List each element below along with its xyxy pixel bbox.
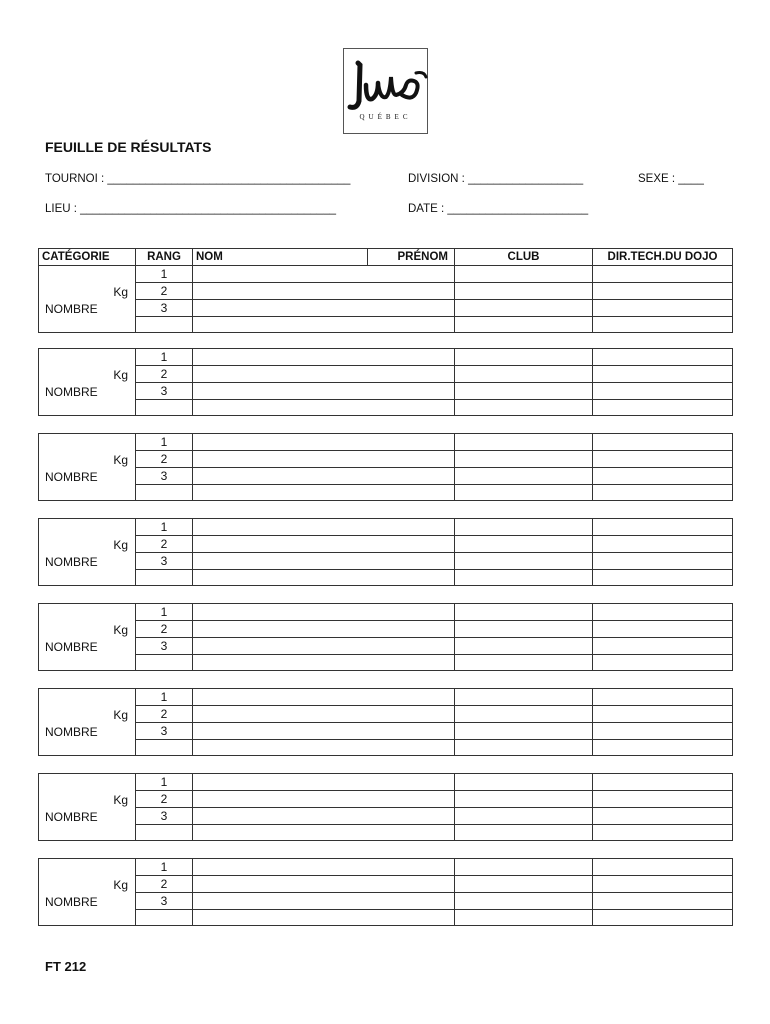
nom-cell[interactable] (193, 808, 455, 825)
table-row (39, 910, 733, 926)
kg-label: Kg (113, 793, 128, 807)
nombre-label: NOMBRE (45, 302, 98, 316)
rank-cell (136, 740, 193, 756)
club-cell[interactable] (593, 621, 733, 638)
nombre-label: NOMBRE (45, 895, 98, 909)
table-row (39, 723, 733, 740)
results-table-group (38, 603, 733, 671)
club-cell[interactable] (593, 283, 733, 300)
rank-cell: 3 (136, 893, 193, 910)
rank-cell: 1 (136, 859, 193, 876)
category-cell[interactable] (39, 349, 136, 416)
rank-cell: 3 (136, 553, 193, 570)
nom-cell[interactable] (193, 774, 455, 791)
nombre-label: NOMBRE (45, 725, 98, 739)
prenom-cell[interactable] (455, 300, 593, 317)
results-table-group (38, 773, 733, 841)
nom-cell[interactable] (193, 791, 455, 808)
club-cell[interactable] (593, 349, 733, 366)
prenom-cell[interactable] (455, 791, 593, 808)
club-cell[interactable] (593, 400, 733, 416)
prenom-cell[interactable] (455, 825, 593, 841)
rank-cell: 2 (136, 876, 193, 893)
table-row (39, 519, 733, 536)
club-cell[interactable] (593, 791, 733, 808)
header-club: CLUB (455, 249, 593, 266)
table-row (39, 808, 733, 825)
rank-cell: 1 (136, 604, 193, 621)
club-cell[interactable] (593, 570, 733, 586)
club-cell[interactable] (593, 485, 733, 501)
table-row (39, 604, 733, 621)
prenom-cell[interactable] (455, 689, 593, 706)
results-table-group (38, 348, 733, 416)
rank-cell: 1 (136, 434, 193, 451)
nom-cell[interactable] (193, 519, 455, 536)
rank-cell: 1 (136, 774, 193, 791)
prenom-cell[interactable] (455, 570, 593, 586)
header-rang: RANG (136, 249, 193, 266)
prenom-cell[interactable] (455, 621, 593, 638)
table-row (39, 791, 733, 808)
table-row (39, 689, 733, 706)
table-row (39, 400, 733, 416)
club-cell[interactable] (593, 451, 733, 468)
rank-cell: 1 (136, 349, 193, 366)
table-row (39, 706, 733, 723)
page-title: FEUILLE DE RÉSULTATS (45, 139, 212, 155)
nom-cell[interactable] (193, 570, 455, 586)
rank-cell (136, 485, 193, 501)
nom-cell[interactable] (193, 638, 455, 655)
club-cell[interactable] (593, 266, 733, 283)
club-cell[interactable] (593, 825, 733, 841)
rank-cell: 3 (136, 383, 193, 400)
tournoi-field[interactable]: TOURNOI : ______________________________________ (45, 173, 351, 185)
prenom-cell[interactable] (455, 808, 593, 825)
prenom-cell[interactable] (455, 383, 593, 400)
prenom-cell[interactable] (455, 638, 593, 655)
nom-cell[interactable] (193, 536, 455, 553)
nom-cell[interactable] (193, 893, 455, 910)
kg-label: Kg (113, 623, 128, 637)
nom-cell[interactable] (193, 655, 455, 671)
rank-cell: 2 (136, 621, 193, 638)
table-row (39, 317, 733, 333)
club-cell[interactable] (593, 553, 733, 570)
logo-subtitle: QUÉBEC (359, 113, 412, 121)
nom-cell[interactable] (193, 723, 455, 740)
rank-cell: 2 (136, 283, 193, 300)
nom-cell[interactable] (193, 400, 455, 416)
nom-cell[interactable] (193, 553, 455, 570)
table-row (39, 655, 733, 671)
nombre-label: NOMBRE (45, 640, 98, 654)
table-row (39, 349, 733, 366)
rank-cell: 2 (136, 536, 193, 553)
nom-cell[interactable] (193, 859, 455, 876)
club-cell[interactable] (593, 300, 733, 317)
rank-cell: 1 (136, 689, 193, 706)
table-row (39, 621, 733, 638)
prenom-cell[interactable] (455, 740, 593, 756)
results-table-group (38, 858, 733, 926)
club-cell[interactable] (593, 723, 733, 740)
kg-label: Kg (113, 285, 128, 299)
club-cell[interactable] (593, 689, 733, 706)
kg-label: Kg (113, 878, 128, 892)
club-cell[interactable] (593, 317, 733, 333)
header-dir-tech: DIR.TECH.DU DOJO (593, 249, 733, 266)
prenom-cell[interactable] (455, 451, 593, 468)
category-cell[interactable] (39, 266, 136, 333)
nombre-label: NOMBRE (45, 385, 98, 399)
club-cell[interactable] (593, 638, 733, 655)
nombre-label: NOMBRE (45, 470, 98, 484)
rank-cell: 1 (136, 519, 193, 536)
nom-cell[interactable] (193, 485, 455, 501)
kg-label: Kg (113, 708, 128, 722)
date-field[interactable]: DATE : ______________________ (408, 203, 589, 215)
club-cell[interactable] (593, 706, 733, 723)
rank-cell (136, 400, 193, 416)
table-row (39, 740, 733, 756)
table-row (39, 774, 733, 791)
division-field[interactable]: DIVISION : __________________ (408, 173, 584, 185)
prenom-cell[interactable] (455, 893, 593, 910)
table-row (39, 859, 733, 876)
nom-cell[interactable] (193, 468, 455, 485)
results-table-group (38, 248, 733, 333)
category-cell[interactable] (39, 434, 136, 501)
table-row (39, 638, 733, 655)
rank-cell (136, 655, 193, 671)
nom-cell[interactable] (193, 349, 455, 366)
prenom-cell[interactable] (455, 706, 593, 723)
nom-cell[interactable] (193, 825, 455, 841)
club-cell[interactable] (593, 366, 733, 383)
club-cell[interactable] (593, 604, 733, 621)
prenom-cell[interactable] (455, 553, 593, 570)
nom-cell[interactable] (193, 266, 455, 283)
table-row (39, 366, 733, 383)
kg-label: Kg (113, 453, 128, 467)
prenom-cell[interactable] (455, 468, 593, 485)
prenom-cell[interactable] (455, 536, 593, 553)
prenom-cell[interactable] (455, 366, 593, 383)
category-cell[interactable] (39, 774, 136, 841)
club-cell[interactable] (593, 859, 733, 876)
prenom-cell[interactable] (455, 774, 593, 791)
club-cell[interactable] (593, 808, 733, 825)
table-row (39, 893, 733, 910)
prenom-cell[interactable] (455, 604, 593, 621)
prenom-cell[interactable] (455, 723, 593, 740)
prenom-cell[interactable] (455, 859, 593, 876)
table-row (39, 485, 733, 501)
table-row (39, 825, 733, 841)
table-row (39, 300, 733, 317)
table-header-row (39, 249, 733, 266)
rank-cell (136, 570, 193, 586)
nombre-label: NOMBRE (45, 555, 98, 569)
prenom-cell[interactable] (455, 266, 593, 283)
rank-cell: 2 (136, 451, 193, 468)
table-row (39, 536, 733, 553)
nom-cell[interactable] (193, 621, 455, 638)
club-cell[interactable] (593, 893, 733, 910)
nombre-label: NOMBRE (45, 810, 98, 824)
prenom-cell[interactable] (455, 434, 593, 451)
club-cell[interactable] (593, 519, 733, 536)
header-prenom: PRÉNOM (368, 249, 455, 266)
nom-cell[interactable] (193, 451, 455, 468)
nom-cell[interactable] (193, 706, 455, 723)
prenom-cell[interactable] (455, 349, 593, 366)
table-row (39, 876, 733, 893)
category-cell[interactable] (39, 859, 136, 926)
prenom-cell[interactable] (455, 283, 593, 300)
category-cell[interactable] (39, 689, 136, 756)
rank-cell: 3 (136, 808, 193, 825)
club-cell[interactable] (593, 876, 733, 893)
rank-cell: 3 (136, 638, 193, 655)
club-cell[interactable] (593, 655, 733, 671)
results-table-group (38, 518, 733, 586)
table-row (39, 383, 733, 400)
prenom-cell[interactable] (455, 655, 593, 671)
nom-cell[interactable] (193, 283, 455, 300)
nom-cell[interactable] (193, 740, 455, 756)
judo-quebec-logo (343, 48, 428, 134)
table-row (39, 266, 733, 283)
judo-brush-icon (344, 49, 429, 119)
table-row (39, 451, 733, 468)
table-row (39, 283, 733, 300)
nom-cell[interactable] (193, 604, 455, 621)
category-cell[interactable] (39, 604, 136, 671)
prenom-cell[interactable] (455, 400, 593, 416)
club-cell[interactable] (593, 383, 733, 400)
category-cell[interactable] (39, 519, 136, 586)
club-cell[interactable] (593, 740, 733, 756)
rank-cell: 2 (136, 706, 193, 723)
table-row (39, 553, 733, 570)
nom-cell[interactable] (193, 317, 455, 333)
rank-cell: 3 (136, 300, 193, 317)
table-row (39, 468, 733, 485)
nom-cell[interactable] (193, 689, 455, 706)
nom-cell[interactable] (193, 383, 455, 400)
club-cell[interactable] (593, 910, 733, 926)
rank-cell: 3 (136, 468, 193, 485)
club-cell[interactable] (593, 468, 733, 485)
rank-cell (136, 910, 193, 926)
rank-cell: 2 (136, 366, 193, 383)
nom-cell[interactable] (193, 300, 455, 317)
rank-cell (136, 825, 193, 841)
prenom-cell[interactable] (455, 910, 593, 926)
prenom-cell[interactable] (455, 485, 593, 501)
rank-cell (136, 317, 193, 333)
rank-cell: 2 (136, 791, 193, 808)
rank-cell: 1 (136, 266, 193, 283)
nom-cell[interactable] (193, 434, 455, 451)
prenom-cell[interactable] (455, 519, 593, 536)
prenom-cell[interactable] (455, 317, 593, 333)
results-table-group (38, 688, 733, 756)
lieu-field[interactable]: LIEU : ________________________________________ (45, 203, 336, 215)
kg-label: Kg (113, 538, 128, 552)
kg-label: Kg (113, 368, 128, 382)
prenom-cell[interactable] (455, 876, 593, 893)
rank-cell: 3 (136, 723, 193, 740)
table-row (39, 434, 733, 451)
header-nom: NOM (193, 249, 368, 266)
club-cell[interactable] (593, 434, 733, 451)
nom-cell[interactable] (193, 876, 455, 893)
sexe-field[interactable]: SEXE : ____ (638, 173, 704, 185)
header-categorie: CATÉGORIE (39, 249, 136, 266)
nom-cell[interactable] (193, 910, 455, 926)
club-cell[interactable] (593, 774, 733, 791)
form-code: FT 212 (45, 959, 87, 974)
results-table-group (38, 433, 733, 501)
club-cell[interactable] (593, 536, 733, 553)
table-row (39, 570, 733, 586)
nom-cell[interactable] (193, 366, 455, 383)
